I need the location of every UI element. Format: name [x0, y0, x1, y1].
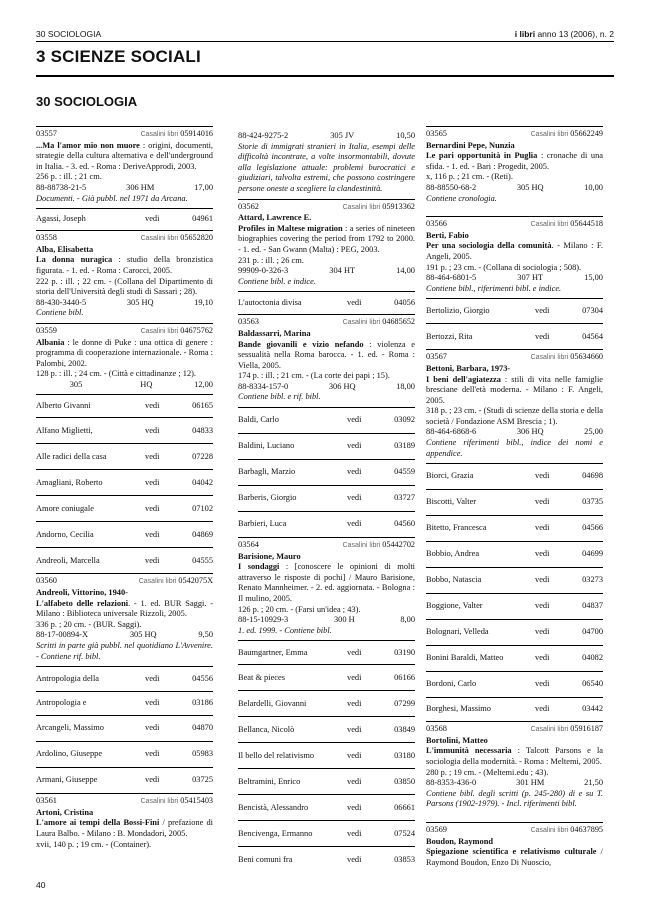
- column-3: [426, 126, 603, 872]
- entry-note: Contiene bibl. e indice.: [238, 276, 316, 286]
- entry-number: 03557: [36, 129, 57, 138]
- chapter-title: 3 SCIENZE SOCIALI: [36, 47, 201, 66]
- entry-03566: 03566 Casalini libri 05644518 Berti, Fabio Per una sociologia della comunità. - Milano : F. Angeli, 2005. 191 p. ; 23 cm. - (Collana di sociologia ; 508). 88-464-6801-5 307 HT 15,00 Contiene bibl., riferimenti bibl. e indice.: [426, 216, 603, 298]
- entry-note: Storie di immigrati stranieri in Italia, esempi delle difficoltà incontrate, a volte insormontabili, dovute alla legislazione attuale: problemi burocratici e giudiziari, talvolta estremi, che possono costringere persone oneste a scegliere la clandestinità.: [238, 141, 415, 193]
- section-title: 30 SOCIOLOGIA: [36, 94, 138, 109]
- cross-reference: Alle radici della casa vedi 07228: [36, 443, 213, 469]
- entry-description: L'alfabeto delle relazioni. - 1. ed. BUR Saggi. - Milano : Biblioteca universale Rizzoli, 2005.: [36, 598, 214, 619]
- entry-note: Contiene riferimenti bibl., indice dei nomi e appendice.: [426, 438, 603, 458]
- entry-isbn-line: 88-8334-157-0 306 HQ 18,00: [238, 381, 415, 391]
- entry-isbn-line: 88-464-6868-6 306 HQ 25,00: [426, 427, 603, 437]
- entry-author: Boudon, Raymond: [426, 836, 494, 846]
- entry-isbn-line: 88-88738-21-5 306 HM 17,00: [36, 182, 213, 192]
- entry-isbn-line: 88-8353-436-0 301 HM 21,50: [426, 778, 603, 788]
- entry-note: Scritti in parte già pubbl. nel quotidiano L'Avvenire. - Contiene rif. bibl.: [36, 641, 213, 661]
- cross-reference: Il bello del relativismo vedi 03180: [238, 742, 415, 768]
- source-id: Casalini libri 05652820: [140, 233, 213, 243]
- entry-title: Bande giovanili e vizio nefando: [238, 339, 364, 349]
- entry-03560: 03560 Casalini libri 0542075X Andreoli, Vittorino, 1940- L'alfabeto delle relazioni. - 1. ed. BUR Saggi. - Milano : Biblioteca universale Rizzoli, 2005. 336 p. ; 20 cm. - (BUR. Saggi). 88-17-00894-X 305 HQ 9,50 Scritti in parte già pubbl. nel quotidiano L'Avvenire. - Contiene rif. bibl.: [36, 573, 213, 666]
- entry-description: I beni dell'agiatezza : stili di vita nelle famiglie bresciane dell'età moderna. - Milano : F. Angeli, 2005.: [426, 374, 603, 405]
- entry-title: Per una sociologia della comunità: [426, 241, 552, 251]
- entry-physical: 280 p. ; 19 cm. - (Meltemi.edu ; 43).: [426, 767, 549, 777]
- header-divider: [36, 41, 614, 42]
- running-header-issue: [515, 29, 614, 40]
- entry-author: Barisione, Mauro: [238, 551, 301, 561]
- cross-reference: Agassi, Joseph vedi 04961: [36, 208, 213, 230]
- entry-author: Bettoni, Barbara, 1973-: [426, 363, 511, 373]
- entry-description: Albania : le donne di Puke : una ottica di genere : programma di cooperazione internazionale. - Roma : Palombi, 2002.: [36, 337, 213, 368]
- entry-title: ...Ma l'amor mio non muore: [36, 140, 140, 150]
- issue-info: anno 13 (2006), n. 2: [535, 29, 614, 39]
- entry-title: I sondaggi: [238, 562, 280, 572]
- source-id: Casalini libri 05644518: [530, 219, 603, 229]
- entry-continuation: [238, 126, 415, 199]
- entry-description: L'amore ai tempi della Bossi-Fini / prefazione di Laura Balbo. - Milano : B. Mondadori, 2005.: [36, 818, 213, 838]
- entry-description: I sondaggi : [conoscere le opinioni di molti attraverso le risposte di pochi] / Mauro Barisione, Renato Mannheimer. - 2. ed. aggiornata. - Bologna : Il mulino, 2005.: [238, 562, 415, 604]
- cross-reference: Beni comuni fra vedi 03853: [238, 846, 415, 872]
- entry-physical: 222 p. : ill. ; 22 cm. - (Collana del Dipartimento di storia dell'Università degli studi di Sassari ; 28).: [36, 276, 213, 297]
- source-id: Casalini libri 05662249: [530, 129, 603, 138]
- entry-03567: 03567 Casalini libri 05634660 Bettoni, Barbara, 1973- I beni dell'agiatezza : stili di vita nelle famiglie bresciane dell'età moderna. - Milano : F. Angeli, 2005. 318 p. ; 23 cm. - (Studi di scienze della storia e della società / Fondazione ASM Brescia ; 1). 88-464-6868-6 306 HQ 25,00 Contiene riferimenti bibl., indice dei nomi e appendice.: [426, 349, 603, 463]
- source-id: Casalini libri 05913362: [342, 201, 415, 211]
- entry-03564: 03564 Casalini libri 05442702 Barisione, Mauro I sondaggi : [conoscere le opinioni di molti attraverso le risposte di pochi] / Mauro Barisione, Renato Mannheimer. - 2. ed. aggiornata. - Bologna : Il mulino, 2005. 126 p. ; 20 cm. - (Farsi un'idea ; 43). 88-15-10929-3 300 H 8,00 1. ed. 1999. - Contiene bibl.: [238, 537, 415, 640]
- source-id: Casalini libri 04685652: [342, 317, 415, 327]
- entry-author: Baldassarri, Marina: [238, 328, 311, 338]
- cross-reference: Antropologia della vedi 04556: [36, 666, 213, 691]
- cross-reference: Andreoli, Marcella vedi 04555: [36, 547, 213, 573]
- entry-title: L'alfabeto delle relazioni: [36, 598, 129, 608]
- entry-title: Albania: [36, 337, 65, 347]
- entry-note: Contiene bibl. e rif. bibl.: [238, 392, 321, 402]
- column-2: [238, 126, 415, 872]
- cross-reference: Armani, Giuseppe vedi 03725: [36, 767, 213, 793]
- journal-title: i libri: [514, 29, 536, 39]
- entry-03558: 03558 Casalini libri 05652820 Alba, Elisabetta La donna nuragica : studio della bronzistica figurata. - 1. ed. - Roma : Carocci, 2005. 222 p. : ill. ; 22 cm. - (Collana del Dipartimento di storia dell'Università degli studi di Sassari ; 28). 88-430-3440-5 305 HQ 19,10 Contiene bibl.: [36, 230, 213, 323]
- entry-03562: 03562 Casalini libri 05913362 Attard, Lawrence E. Profiles in Maltese migration : a series of nineteen biographies covering the period from 1792 to 2000. - 1. ed. - San Gwann (Malta) : PEG, 2003. 231 p. : ill. ; 26 cm. 99909-0-326-3 304 HT 14,00 Contiene bibl. e indice.: [238, 199, 415, 292]
- entry-physical: 126 p. ; 20 cm. - (Farsi un'idea ; 43).: [238, 604, 361, 614]
- entry-03569: 03569 Casalini libri 04637895 Boudon, Raymond Spiegazione scientifica e relativismo culturale / Raymond Boudon, Enzo Di Nuoscio,: [426, 822, 603, 872]
- source-id: Casalini libri 05634660: [530, 352, 603, 362]
- entry-physical: 256 p. : ill. ; 21 cm.: [36, 172, 102, 182]
- entry-physical: 128 p. : ill. ; 24 cm. - (Città e cittadinanze ; 12).: [36, 369, 197, 379]
- entry-title: I beni dell'agiatezza: [426, 374, 501, 384]
- entry-note: Contiene bibl. degli scritti (p. 245-280) di e su T. Parsons (1902-1979). - Incl. riferimenti bibl.: [426, 788, 603, 809]
- entry-isbn-line: 88-17-00894-X 305 HQ 9,50: [36, 630, 213, 640]
- entry-title: L'amore ai tempi della Bossi-Fini: [36, 818, 160, 828]
- entry-note: Contiene bibl., riferimenti bibl. e indice.: [426, 283, 562, 293]
- entry-author: Andreoli, Vittorino, 1940-: [36, 588, 128, 598]
- entry-description: La donna nuragica : studio della bronzistica figurata. - 1. ed. - Roma : Carocci, 2005.: [36, 255, 213, 275]
- cross-reference: Bonini Baraldi, Matteo vedi 04082: [426, 645, 603, 671]
- cross-reference: Barbieri, Luca vedi 04560: [238, 511, 415, 537]
- entry-physical: 231 p. : ill. ; 26 cm.: [238, 255, 304, 265]
- cross-reference: Borghesi, Massimo vedi 03442: [426, 697, 603, 721]
- entry-physical: xvii, 140 p. ; 19 cm. - (Container).: [36, 839, 152, 849]
- source-id: Casalini libri 05916187: [530, 724, 603, 734]
- entry-note: Contiene bibl.: [36, 308, 84, 318]
- cross-reference: Bellanca, Nicolò vedi 03849: [238, 716, 415, 742]
- cross-reference: Arcangeli, Massimo vedi 04870: [36, 715, 213, 741]
- page-number: 40: [36, 880, 46, 890]
- cross-reference: Alberto Givanni vedi 06165: [36, 394, 213, 417]
- entry-isbn-line: 99909-0-326-3 304 HT 14,00: [238, 266, 415, 276]
- entry-author: Bernardini Pepe, Nunzia: [426, 140, 515, 150]
- cross-reference: Biorci, Grazia vedi 04698: [426, 463, 603, 489]
- entry-03559: 03559 Casalini libri 04675762 Albania : le donne di Puke : una ottica di genere : programma di cooperazione internazionale. - Roma : Palombi, 2002. 128 p. : ill. ; 24 cm. - (Città e cittadinanze ; 12). 305 HQ 12,00: [36, 323, 213, 395]
- entry-description: Spiegazione scientifica e relativismo culturale / Raymond Boudon, Enzo Di Nuoscio,: [426, 847, 603, 867]
- cross-reference: Bobbio, Andrea vedi 04699: [426, 541, 603, 567]
- entry-physical: 191 p. ; 23 cm. - (Collana di sociologia ; 508).: [426, 262, 582, 272]
- entry-isbn-line: 88-430-3440-5 305 HQ 19,10: [36, 297, 213, 307]
- running-header-section: 30 SOCIOLOGIA: [36, 29, 102, 39]
- entry-isbn-line: 88-88550-68-2 305 HQ 10,00: [426, 182, 603, 192]
- entry-physical: 318 p. ; 23 cm. - (Studi di scienze della storia e della società / Fondazione ASM Brescia ; 1).: [426, 406, 603, 426]
- entry-physical: 174 p. : ill. ; 21 cm. - (La corte dei papi ; 15).: [238, 371, 390, 381]
- entry-03557: [36, 126, 213, 208]
- entry-isbn-line: 88-15-10929-3 300 H 8,00: [238, 615, 415, 625]
- chapter-divider: [36, 75, 614, 77]
- entry-description: Bande giovanili e vizio nefando : violenza e sessualità nella Roma barocca. - 1. ed. - Roma : Viella, 2005.: [238, 339, 415, 370]
- entry-description: L'immunità necessaria : Talcott Parsons e la sociologia della modernità. - Roma : Meltemi, 2005.: [426, 746, 603, 767]
- cross-reference: Barbagli, Marzio vedi 04559: [238, 459, 415, 485]
- entry-title: Profiles in Maltese migration: [238, 223, 343, 233]
- cross-reference: Bitetto, Francesca vedi 04566: [426, 515, 603, 541]
- cross-reference: Ardolino, Giuseppe vedi 05983: [36, 741, 213, 767]
- entry-title: Le pari opportunità in Puglia: [426, 151, 538, 161]
- entry-description: Per una sociologia della comunità. - Milano : F. Angeli, 2005.: [426, 241, 603, 261]
- cross-reference: Bencistà, Alessandro vedi 06661: [238, 794, 415, 820]
- entry-isbn-line: 88-464-6801-5 307 HT 15,00: [426, 273, 603, 283]
- entry-description: ...Ma l'amor mio non muore : origini, documenti, strategie della cultura alternativa e dell'underground in Italia. - 3. ed. - Roma : DeriveApprodi, 2003.: [36, 140, 213, 171]
- cross-reference: Bordoni, Carlo vedi 06540: [426, 671, 603, 697]
- entry-title: La donna nuragica: [36, 255, 113, 265]
- cross-reference: Amore coniugale vedi 07102: [36, 495, 213, 521]
- entry-note: Contiene cronologia.: [426, 193, 497, 203]
- entry-author: Attard, Lawrence E.: [238, 213, 312, 223]
- entry-author: Bortolini, Matteo: [426, 735, 488, 745]
- cross-reference: Alfano Miglietti, vedi 04833: [36, 417, 213, 443]
- entry-physical: x, 116 p. ; 21 cm. - (Reti).: [426, 172, 513, 182]
- entry-description: Le pari opportunità in Puglia : cronache di una sfida. - 1. ed. - Bari : Progedit, 2005.: [426, 151, 604, 171]
- cross-reference: Bertozzi, Rita vedi 04564: [426, 323, 603, 349]
- cross-reference: Bolognari, Velleda vedi 04700: [426, 619, 603, 645]
- entry-03561: 03561 Casalini libri 05415403 Artoni, Cristina L'amore ai tempi della Bossi-Fini / prefazione di Laura Balbo. - Milano : B. Mondadori, 2005. xvii, 140 p. ; 19 cm. - (Container).: [36, 793, 213, 854]
- source-id: Casalini libri 05415403: [140, 796, 213, 806]
- cross-reference: Baldini, Luciano vedi 03189: [238, 433, 415, 459]
- source-id: Casalini libri 04675762: [140, 325, 213, 335]
- cross-reference: Antropologia e vedi 03186: [36, 691, 213, 715]
- entry-author: Berti, Fabio: [426, 230, 469, 240]
- entry-03563: 03563 Casalini libri 04685652 Baldassarri, Marina Bande giovanili e vizio nefando : violenza e sessualità nella Roma barocca. - 1. ed. - Roma : Viella, 2005. 174 p. : ill. ; 21 cm. - (La corte dei papi ; 15). 88-8334-157-0 306 HQ 18,00 Contiene bibl. e rif. bibl.: [238, 314, 415, 407]
- cross-reference: Beat & pieces vedi 06166: [238, 664, 415, 690]
- cross-reference: Bobbo, Natascia vedi 03273: [426, 567, 603, 593]
- cross-reference: Biscotti, Valter vedi 03735: [426, 489, 603, 515]
- column-1: [36, 126, 213, 854]
- cross-reference: Barberis, Giorgio vedi 03727: [238, 485, 415, 511]
- cross-reference: L'autoctonia divisa vedi 04056: [238, 291, 415, 314]
- cross-reference: Baumgartner, Emma vedi 03190: [238, 640, 415, 664]
- source-id: Casalini libri 05442702: [342, 540, 415, 550]
- cross-reference: Amagliani, Roberto vedi 04042: [36, 469, 213, 495]
- entry-isbn-line: 88-424-9275-2 305 JV 10,50: [238, 131, 415, 140]
- entry-title: L'immunità necessaria: [426, 746, 512, 756]
- source-id: Casalini libri 0542075X: [138, 576, 213, 586]
- source-id: Casalini libri 04637895: [530, 825, 603, 834]
- cross-reference: Belardelli, Giovanni vedi 07299: [238, 690, 415, 716]
- entry-note: Documenti. - Già pubbl. nel 1971 da Arcana.: [36, 193, 188, 203]
- entry-physical: 336 p. ; 20 cm. - (BUR. Saggi).: [36, 619, 142, 629]
- entry-author: Alba, Elisabetta: [36, 244, 94, 254]
- entry-author: Artoni, Cristina: [36, 807, 94, 817]
- cross-reference: Andorno, Cecilia vedi 04869: [36, 521, 213, 547]
- cross-reference: Beltramini, Enrico vedi 03850: [238, 768, 415, 794]
- entry-isbn-line: 305 HQ 12,00: [69, 379, 213, 389]
- entry-03568: 03568 Casalini libri 05916187 Bortolini, Matteo L'immunità necessaria : Talcott Parsons e la sociologia della modernità. - Roma : Meltemi, 2005. 280 p. ; 19 cm. - (Meltemi.edu ; 43). 88-8353-436-0 301 HM 21,50 Contiene bibl. degli scritti (p. 245-280) di e su T. Parsons (1902-1979). - Incl. riferimenti bibl.: [426, 721, 603, 814]
- cross-reference: Bencivenga, Ermanno vedi 07524: [238, 820, 415, 846]
- source-id: Casalini libri 05914016: [140, 129, 213, 138]
- entry-note: 1. ed. 1999. - Contiene bibl.: [238, 625, 332, 635]
- cross-reference: Bertolizio, Giorgio vedi 07304: [426, 298, 603, 323]
- cross-reference: Boggione, Valter vedi 04837: [426, 593, 603, 619]
- entry-03565: 03565 Casalini libri 05662249 Bernardini Pepe, Nunzia Le pari opportunità in Puglia : cronache di una sfida. - 1. ed. - Bari : Progedit, 2005. x, 116 p. ; 21 cm. - (Reti). 88-88550-68-2 305 HQ 10,00 Contiene cronologia.: [426, 126, 603, 208]
- entry-title: Spiegazione scientifica e relativismo culturale: [426, 847, 597, 857]
- cross-reference: Baldi, Carlo vedi 03092: [238, 407, 415, 433]
- entry-description: Profiles in Maltese migration : a series of nineteen biographies covering the period from 1792 to 2000. - 1. ed. - San Gwann (Malta) : PEG, 2003.: [238, 223, 415, 254]
